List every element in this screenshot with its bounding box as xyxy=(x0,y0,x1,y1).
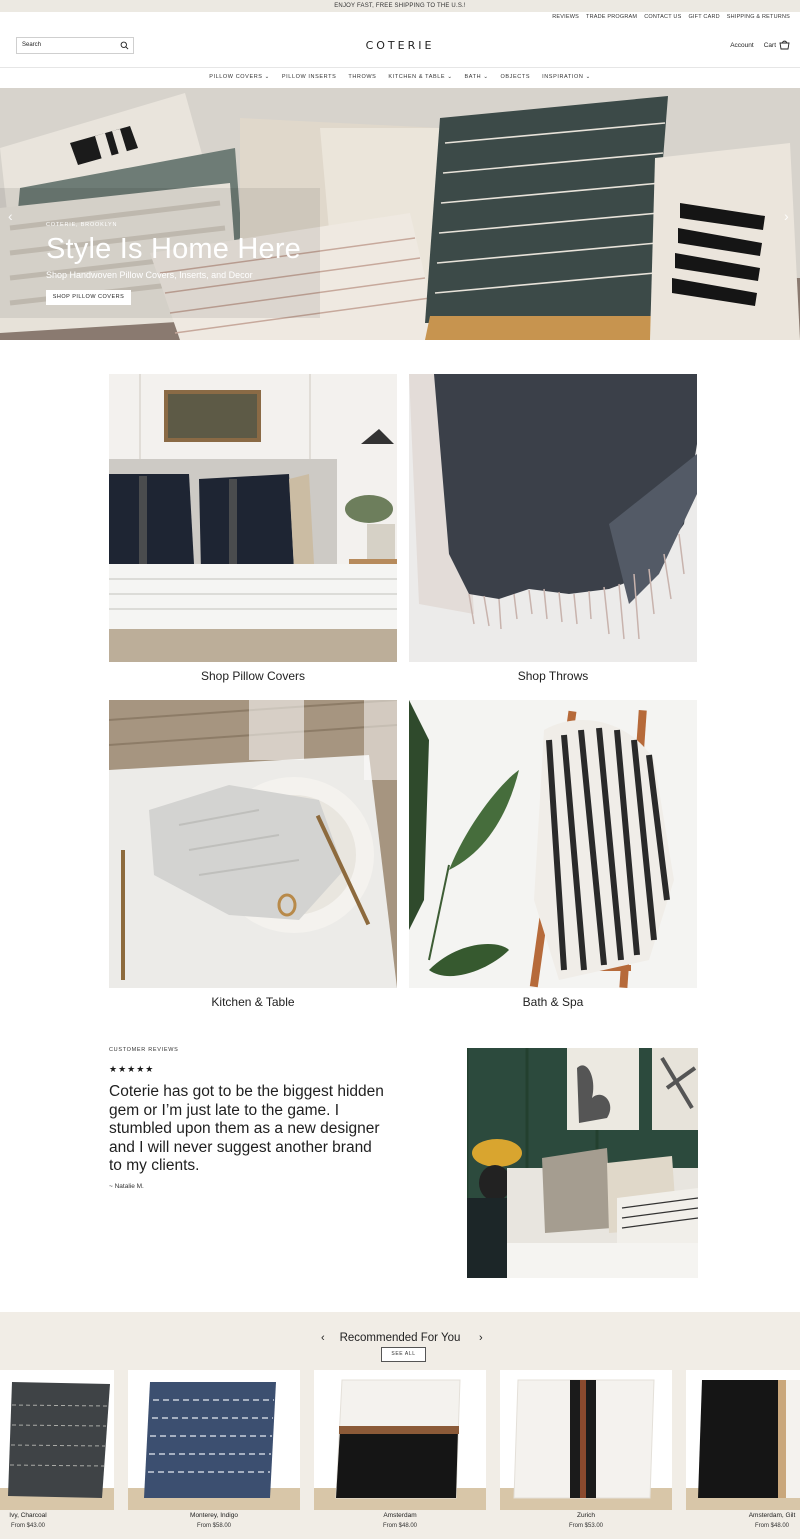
search-placeholder: Search xyxy=(22,42,42,48)
reviews-eyebrow: CUSTOMER REVIEWS xyxy=(109,1047,179,1053)
nav-bath[interactable]: BATH ⌄ xyxy=(464,74,489,80)
hero-subtitle: Shop Handwoven Pillow Covers, Inserts, and Decor xyxy=(46,270,253,280)
announcement-bar xyxy=(0,0,800,12)
review-author: ~ Natalie M. xyxy=(109,1183,144,1190)
see-all-button[interactable]: SEE ALL xyxy=(381,1347,426,1362)
hero-banner xyxy=(0,88,800,340)
bath-spa-image xyxy=(409,700,697,988)
nav-inspiration[interactable]: INSPIRATION ⌄ xyxy=(542,74,591,80)
nav-pillow-inserts[interactable]: PILLOW INSERTS xyxy=(281,74,337,80)
kitchen-table-image xyxy=(109,700,397,988)
nav-throws[interactable]: THROWS xyxy=(348,74,377,80)
category-tile-kitchen-table[interactable] xyxy=(109,700,397,988)
throws-image xyxy=(409,374,697,662)
product-image-amsterdam-gilt xyxy=(686,1370,800,1510)
category-tile-throws[interactable] xyxy=(409,374,697,662)
hero-next-arrow[interactable]: › xyxy=(784,208,789,224)
announcement-text: ENJOY FAST, FREE SHIPPING TO THE U.S.! xyxy=(334,3,466,9)
account-cart xyxy=(730,40,790,50)
product-price: From $53.00 xyxy=(568,1523,604,1529)
pillow-covers-image xyxy=(109,374,397,662)
review-stars: ★★★★★ xyxy=(109,1064,155,1074)
review-room-image xyxy=(467,1048,698,1278)
main-nav xyxy=(0,69,800,88)
category-label-bath-spa[interactable]: Bath & Spa xyxy=(522,995,584,1009)
cart-label: Cart xyxy=(763,41,776,49)
site-header xyxy=(0,26,800,68)
review-photo xyxy=(467,1048,698,1278)
nav-kitchen-table[interactable]: KITCHEN & TABLE ⌄ xyxy=(388,74,453,80)
category-label-kitchen-table[interactable]: Kitchen & Table xyxy=(211,995,295,1009)
category-label-pillow-covers[interactable]: Shop Pillow Covers xyxy=(200,669,306,683)
account-link[interactable]: Account xyxy=(730,41,754,49)
product-card-image[interactable] xyxy=(686,1370,800,1510)
category-tile-pillow-covers[interactable] xyxy=(109,374,397,662)
nav-objects[interactable]: OBJECTS xyxy=(500,74,531,80)
product-price: From $43.00 xyxy=(10,1523,46,1529)
utility-link-reviews[interactable]: REVIEWS xyxy=(552,14,580,20)
nav-pillow-covers[interactable]: PILLOW COVERS ⌄ xyxy=(209,74,270,80)
utility-link-contact-us[interactable]: CONTACT US xyxy=(644,14,682,20)
product-image-monterey-indigo xyxy=(128,1370,300,1510)
utility-link-trade-program[interactable]: TRADE PROGRAM xyxy=(586,14,638,20)
product-name[interactable]: Monterey, Indigo xyxy=(190,1512,238,1519)
hero-text xyxy=(46,222,301,305)
product-price: From $48.00 xyxy=(382,1523,418,1529)
shop-pillow-covers-button[interactable]: SHOP PILLOW COVERS xyxy=(46,290,131,305)
product-price: From $48.00 xyxy=(754,1523,790,1529)
recommended-next-arrow[interactable]: › xyxy=(479,1332,483,1344)
cart-icon xyxy=(779,40,790,50)
utility-link-shipping-returns[interactable]: SHIPPING & RETURNS xyxy=(726,14,790,20)
product-name[interactable]: Amsterdam, Gilt xyxy=(748,1512,796,1519)
cart-link[interactable] xyxy=(764,40,790,50)
product-card-image[interactable] xyxy=(314,1370,486,1510)
recommended-prev-arrow[interactable]: ‹ xyxy=(321,1332,325,1344)
hero-prev-arrow[interactable]: ‹ xyxy=(8,208,13,224)
utility-links xyxy=(552,14,790,24)
hero-title: Style Is Home Here xyxy=(46,233,302,265)
utility-link-gift-card[interactable]: GIFT CARD xyxy=(688,14,720,20)
category-label-throws[interactable]: Shop Throws xyxy=(517,669,589,683)
recommended-title: Recommended For You xyxy=(339,1332,461,1344)
product-name[interactable]: Zurich xyxy=(576,1512,596,1519)
product-price: From $58.00 xyxy=(196,1523,232,1529)
site-logo[interactable]: COTERIE xyxy=(365,39,435,52)
product-image-amsterdam xyxy=(314,1370,486,1510)
product-image-zurich xyxy=(500,1370,672,1510)
review-quote: Coterie has got to be the biggest hidden gem or I’m just late to the game. I stumbled upon them as a new designer and I will never suggest another brand to my clients. xyxy=(109,1083,384,1174)
recommended-section xyxy=(0,1312,800,1539)
hero-eyebrow: COTERIE, BROOKLYN xyxy=(46,222,118,228)
category-tile-bath-spa[interactable] xyxy=(409,700,697,988)
product-image-ivy-charcoal xyxy=(0,1370,114,1510)
product-card-image[interactable] xyxy=(500,1370,672,1510)
product-name[interactable]: Ivy, Charcoal xyxy=(9,1512,47,1519)
product-card-image[interactable] xyxy=(128,1370,300,1510)
product-name[interactable]: Amsterdam xyxy=(383,1512,417,1519)
product-card-image[interactable] xyxy=(0,1370,114,1510)
